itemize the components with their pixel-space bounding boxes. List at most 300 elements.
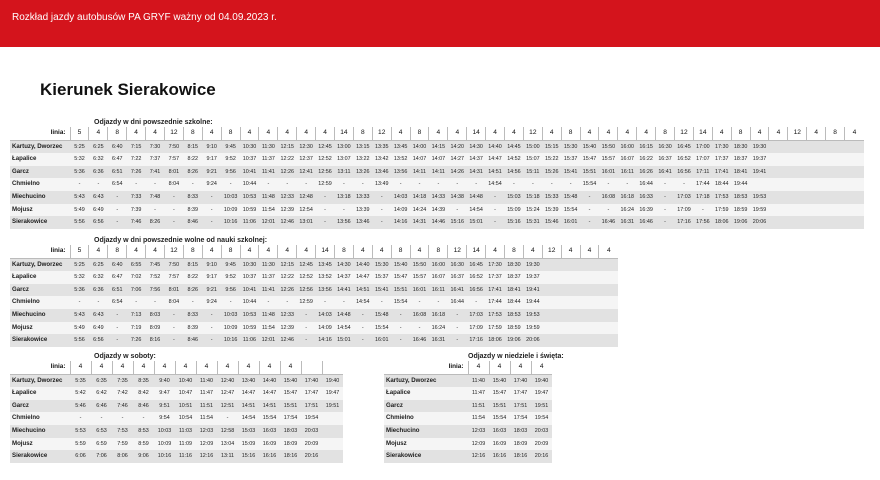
table-row <box>10 296 618 309</box>
line-numbers-row <box>10 245 618 258</box>
departure-time: 19:30 <box>750 140 769 153</box>
departure-time: - <box>127 178 146 191</box>
departure-time: 11:37 <box>259 153 278 166</box>
departure-time: 12:33 <box>278 191 297 204</box>
departure-time: 8:53 <box>133 425 154 438</box>
line-number: 8 <box>391 245 410 258</box>
departure-time: - <box>259 296 278 309</box>
departure-time: 19:59 <box>523 322 542 335</box>
departure-time: 13:35 <box>372 140 391 153</box>
table-caption: Odjazdy w dni powszednie wolne od nauki szkolnej: <box>94 237 268 244</box>
departure-time: 14:54 <box>238 412 259 425</box>
departure-time: - <box>448 334 467 347</box>
departure-time: - <box>486 216 505 229</box>
departure-time: 5:25 <box>70 258 89 271</box>
line-number: 8 <box>826 127 845 140</box>
departure-time: 10:09 <box>221 322 240 335</box>
departure-time: 18:44 <box>505 296 524 309</box>
departure-time: 14:38 <box>448 191 467 204</box>
departure-time: 20:03 <box>531 425 552 438</box>
departure-time: 7:50 <box>164 258 183 271</box>
departure-time: 11:47 <box>196 387 217 400</box>
departure-time <box>845 216 864 229</box>
departure-time: 14:20 <box>448 140 467 153</box>
departure-time: 14:11 <box>429 166 448 179</box>
departure-time: 11:03 <box>175 425 196 438</box>
departure-time: - <box>164 334 183 347</box>
timetable-grid <box>10 127 864 229</box>
departure-time: - <box>656 204 675 217</box>
line-number: 8 <box>221 245 240 258</box>
departure-time: - <box>297 334 316 347</box>
departure-time: 6:47 <box>108 271 127 284</box>
stop-name: Chmielno <box>10 296 70 309</box>
departure-time: 15:03 <box>505 191 524 204</box>
stop-name: Miechucino <box>10 309 70 322</box>
departure-time: 11:30 <box>259 258 278 271</box>
stop-name: Chmielno <box>10 412 70 425</box>
departure-time: 14:18 <box>410 191 429 204</box>
departure-time: 14:27 <box>448 153 467 166</box>
departure-time: 5:36 <box>70 166 89 179</box>
line-number: 4 <box>70 361 91 374</box>
departure-time: 13:07 <box>334 153 353 166</box>
departure-time: 6:56 <box>89 216 108 229</box>
header-banner <box>0 0 880 47</box>
departure-time: 12:52 <box>297 271 316 284</box>
departure-time: 15:47 <box>280 387 301 400</box>
departure-time <box>561 258 580 271</box>
stop-name: Miechucino <box>10 425 70 438</box>
departure-time: 12:54 <box>297 204 316 217</box>
departure-time: 12:01 <box>259 334 278 347</box>
departure-time: 10:41 <box>240 166 259 179</box>
table-caption: Odjazdy w dni powszednie szkolne: <box>94 119 213 126</box>
departure-time: 19:06 <box>505 334 524 347</box>
departure-time: - <box>334 204 353 217</box>
departure-time: 10:03 <box>221 191 240 204</box>
departure-time: 16:41 <box>448 284 467 297</box>
departure-time: 17:11 <box>693 166 712 179</box>
departure-time: - <box>391 322 410 335</box>
departure-time: - <box>505 178 524 191</box>
departure-time: 18:06 <box>712 216 731 229</box>
departure-time <box>561 296 580 309</box>
departure-time <box>788 191 807 204</box>
line-number: 4 <box>112 361 133 374</box>
direction-title: Kierunek Sierakowice <box>40 80 216 99</box>
departure-time: 16:30 <box>656 140 675 153</box>
stop-name: Mojusz <box>384 438 468 451</box>
departure-time: 14:56 <box>505 166 524 179</box>
departure-time: 12:40 <box>217 374 238 387</box>
line-number: 4 <box>372 245 391 258</box>
departure-time: 13:49 <box>372 178 391 191</box>
departure-time: 15:54 <box>580 178 599 191</box>
departure-time: 17:00 <box>693 140 712 153</box>
departure-time: - <box>372 191 391 204</box>
stop-name: Łapalice <box>10 387 70 400</box>
departure-time: 13:42 <box>372 153 391 166</box>
departure-time: 8:59 <box>133 438 154 451</box>
departure-time: 10:40 <box>175 374 196 387</box>
departure-time: - <box>316 191 335 204</box>
departure-time: 12:39 <box>278 204 297 217</box>
departure-time: 7:35 <box>112 374 133 387</box>
departure-time: 16:33 <box>637 191 656 204</box>
departure-time: 11:30 <box>259 140 278 153</box>
departure-time: 15:54 <box>372 322 391 335</box>
departure-time: - <box>334 296 353 309</box>
line-label: linia: <box>10 245 70 258</box>
departure-time: 13:46 <box>353 216 372 229</box>
departure-time: 11:06 <box>240 216 259 229</box>
departure-time: 14:47 <box>238 387 259 400</box>
table-row <box>10 258 618 271</box>
departure-time: 14:37 <box>467 153 486 166</box>
departure-time <box>769 153 788 166</box>
departure-time: 15:09 <box>238 438 259 451</box>
departure-time: - <box>410 178 429 191</box>
departure-time: 10:30 <box>240 258 259 271</box>
departure-time: - <box>164 191 183 204</box>
stop-name: Chmielno <box>384 412 468 425</box>
stop-name: Chmielno <box>10 178 70 191</box>
line-number: 4 <box>618 127 637 140</box>
departure-time: 16:46 <box>637 216 656 229</box>
departure-time: 5:35 <box>70 374 91 387</box>
departure-time: 17:03 <box>675 191 694 204</box>
departure-time: 8:09 <box>146 322 165 335</box>
departure-time: 14:45 <box>505 140 524 153</box>
departure-time: 7:52 <box>146 271 165 284</box>
departure-time: 7:41 <box>146 166 165 179</box>
departure-time <box>845 166 864 179</box>
departure-time: 5:32 <box>70 271 89 284</box>
departure-time: 13:46 <box>372 166 391 179</box>
line-number: 8 <box>410 127 429 140</box>
stop-name: Sierakowice <box>10 450 70 463</box>
departure-time: - <box>580 191 599 204</box>
departure-time: 10:41 <box>240 284 259 297</box>
stop-name: Kartuzy, Dworzec <box>10 258 70 271</box>
departure-time: 19:51 <box>322 400 343 413</box>
line-number: 8 <box>221 127 240 140</box>
line-number: 4 <box>448 127 467 140</box>
departure-time: 16:11 <box>618 166 637 179</box>
departure-time: 19:47 <box>531 387 552 400</box>
departure-time: 16:37 <box>448 271 467 284</box>
table-row <box>10 450 343 463</box>
table-saturdays <box>10 352 343 463</box>
line-number: 4 <box>410 245 429 258</box>
departure-time: 19:30 <box>523 258 542 271</box>
departure-time: - <box>372 296 391 309</box>
departure-time: 13:26 <box>353 166 372 179</box>
departure-time: 8:01 <box>164 284 183 297</box>
departure-time: 16:44 <box>637 178 656 191</box>
line-number: 4 <box>486 245 505 258</box>
departure-time: 15:54 <box>259 412 280 425</box>
departure-time: 16:01 <box>410 284 429 297</box>
departure-time: 19:40 <box>531 374 552 387</box>
departure-time: 19:06 <box>731 216 750 229</box>
departure-time: 15:00 <box>523 140 542 153</box>
timetable-grid <box>10 361 343 463</box>
departure-time <box>845 153 864 166</box>
departure-time: 6:54 <box>108 296 127 309</box>
line-number: 8 <box>183 127 202 140</box>
departure-time: 17:51 <box>301 400 322 413</box>
line-number: 12 <box>372 127 391 140</box>
line-number: 4 <box>91 361 112 374</box>
stop-name: Garcz <box>10 284 70 297</box>
departure-time: - <box>599 204 618 217</box>
line-number: 12 <box>542 245 561 258</box>
departure-time: 14:51 <box>353 284 372 297</box>
departure-time <box>845 140 864 153</box>
departure-time: 13:22 <box>353 153 372 166</box>
line-number: 4 <box>202 245 221 258</box>
departure-time: 12:26 <box>278 166 297 179</box>
table-caption: Odjazdy w soboty: <box>94 353 156 360</box>
departure-time: 13:56 <box>391 166 410 179</box>
departure-time: 9:56 <box>221 166 240 179</box>
departure-time: 17:54 <box>280 412 301 425</box>
line-numbers-row <box>10 361 343 374</box>
line-number: 4 <box>146 127 165 140</box>
departure-time <box>807 191 826 204</box>
line-number: 14 <box>467 127 486 140</box>
departure-time: 16:07 <box>618 153 637 166</box>
departure-time: 7:30 <box>146 140 165 153</box>
departure-time: 15:50 <box>410 258 429 271</box>
departure-time: - <box>202 322 221 335</box>
departure-time: 9:52 <box>221 153 240 166</box>
departure-time: 8:35 <box>133 374 154 387</box>
stop-name: Mojusz <box>10 322 70 335</box>
table-row <box>10 284 618 297</box>
departure-time: 10:59 <box>240 322 259 335</box>
table-row <box>10 334 618 347</box>
departure-time <box>542 322 561 335</box>
departure-time: 6:49 <box>89 322 108 335</box>
line-number: 4 <box>297 245 316 258</box>
departure-time: 12:39 <box>278 322 297 335</box>
departure-time: 7:06 <box>127 284 146 297</box>
departure-time: 12:03 <box>196 425 217 438</box>
line-number: 4 <box>580 245 599 258</box>
departure-time: 5:49 <box>70 322 89 335</box>
table-caption: Odjazdy w niedziele i święta: <box>468 353 564 360</box>
departure-time: 18:53 <box>505 309 524 322</box>
departure-time: 16:24 <box>618 204 637 217</box>
departure-time: 10:16 <box>154 450 175 463</box>
departure-time <box>788 153 807 166</box>
departure-time: - <box>70 178 89 191</box>
departure-time: 11:51 <box>196 400 217 413</box>
line-number: 14 <box>334 127 353 140</box>
table-sundays-holidays <box>384 352 564 463</box>
table-row <box>384 450 552 463</box>
departure-time: 7:02 <box>127 271 146 284</box>
departure-time: 13:56 <box>316 284 335 297</box>
line-number: 4 <box>599 127 618 140</box>
departure-time: 15:07 <box>523 153 542 166</box>
departure-time: - <box>278 178 297 191</box>
departure-time: - <box>146 204 165 217</box>
departure-time: - <box>108 204 127 217</box>
departure-time: 18:16 <box>280 450 301 463</box>
departure-time: 12:26 <box>278 284 297 297</box>
departure-time: - <box>448 309 467 322</box>
departure-time <box>769 166 788 179</box>
departure-time: 7:56 <box>146 284 165 297</box>
departure-time: 14:40 <box>353 258 372 271</box>
departure-time <box>807 204 826 217</box>
departure-time: 6:47 <box>108 153 127 166</box>
departure-time: 12:52 <box>316 153 335 166</box>
departure-time: 14:11 <box>410 166 429 179</box>
departure-time: 9:21 <box>202 284 221 297</box>
stop-name: Sierakowice <box>10 216 70 229</box>
departure-time: - <box>580 204 599 217</box>
departure-time: - <box>448 204 467 217</box>
departure-time <box>807 140 826 153</box>
departure-time: 14:48 <box>334 309 353 322</box>
departure-time: 14:47 <box>486 153 505 166</box>
departure-time: 15:09 <box>505 204 524 217</box>
departure-time: - <box>618 178 637 191</box>
table-row <box>10 400 343 413</box>
departure-time: - <box>391 334 410 347</box>
departure-time: 19:54 <box>531 412 552 425</box>
departure-time <box>599 271 618 284</box>
departure-time: 15:37 <box>561 153 580 166</box>
line-number: 8 <box>183 245 202 258</box>
departure-time: 12:33 <box>278 309 297 322</box>
line-number: 4 <box>391 127 410 140</box>
departure-time: 18:30 <box>505 258 524 271</box>
line-number: 12 <box>164 127 183 140</box>
departure-time: 14:51 <box>259 400 280 413</box>
departure-time: 13:45 <box>391 140 410 153</box>
departure-time: 8:22 <box>183 153 202 166</box>
line-number <box>322 361 343 374</box>
departure-time: 14:07 <box>429 153 448 166</box>
departure-time: 8:26 <box>183 166 202 179</box>
departure-time: 14:54 <box>486 178 505 191</box>
departure-time: 7:57 <box>164 271 183 284</box>
departure-time: 19:37 <box>750 153 769 166</box>
table-row <box>10 412 343 425</box>
departure-time: 14:54 <box>467 204 486 217</box>
line-number: 4 <box>523 245 542 258</box>
departure-time: 17:51 <box>510 400 531 413</box>
table-row <box>10 204 864 217</box>
line-number: 4 <box>133 361 154 374</box>
departure-time: 17:40 <box>510 374 531 387</box>
departure-time: 18:03 <box>280 425 301 438</box>
line-number: 4 <box>353 245 372 258</box>
departure-time: 18:37 <box>505 271 524 284</box>
departure-time <box>322 438 343 451</box>
departure-time: 15:01 <box>334 334 353 347</box>
line-number: 8 <box>108 245 127 258</box>
departure-time <box>542 258 561 271</box>
departure-time: 17:16 <box>467 334 486 347</box>
departure-time: 19:41 <box>750 166 769 179</box>
departure-time <box>322 450 343 463</box>
departure-time: 15:24 <box>523 204 542 217</box>
departure-time: 5:25 <box>70 140 89 153</box>
departure-time: 15:57 <box>599 153 618 166</box>
departure-time: 15:41 <box>372 284 391 297</box>
departure-time: 9:45 <box>221 140 240 153</box>
departure-time: 13:52 <box>391 153 410 166</box>
departure-time: 19:41 <box>523 284 542 297</box>
departure-time: 15:26 <box>542 166 561 179</box>
departure-time: 18:16 <box>510 450 531 463</box>
departure-time <box>788 178 807 191</box>
departure-time: 14:41 <box>334 284 353 297</box>
departure-time: - <box>297 178 316 191</box>
departure-time: 14:51 <box>486 166 505 179</box>
departure-time: 7:57 <box>164 153 183 166</box>
departure-time: - <box>542 178 561 191</box>
departure-time: 10:53 <box>240 191 259 204</box>
departure-time: 9:24 <box>202 296 221 309</box>
line-number: 5 <box>70 127 89 140</box>
timetable-header-title: Rozkład jazdy autobusów PA GRYF ważny od 04.09.2023 r. <box>12 12 277 23</box>
departure-time <box>788 216 807 229</box>
line-number: 4 <box>259 245 278 258</box>
departure-time: 18:59 <box>505 322 524 335</box>
line-number: 4 <box>316 127 335 140</box>
departure-time: 20:09 <box>301 438 322 451</box>
departure-time: 8:33 <box>183 191 202 204</box>
line-number: 12 <box>788 127 807 140</box>
departure-time: 15:16 <box>505 216 524 229</box>
departure-time: 16:03 <box>489 425 510 438</box>
departure-time: 16:46 <box>410 334 429 347</box>
departure-time: 7:59 <box>112 438 133 451</box>
line-number: 8 <box>731 127 750 140</box>
line-number: 4 <box>202 127 221 140</box>
departure-time: 16:31 <box>429 334 448 347</box>
departure-time: 15:03 <box>238 425 259 438</box>
departure-time: - <box>599 178 618 191</box>
departure-time: 14:24 <box>410 204 429 217</box>
departure-time <box>826 166 845 179</box>
line-number: 4 <box>240 245 259 258</box>
departure-time: 18:09 <box>280 438 301 451</box>
departure-time: - <box>486 204 505 217</box>
departure-time: - <box>164 204 183 217</box>
departure-time: 18:30 <box>731 140 750 153</box>
line-number: 14 <box>467 245 486 258</box>
departure-time: 15:33 <box>542 191 561 204</box>
departure-time: 13:56 <box>334 216 353 229</box>
departure-time: 8:15 <box>183 140 202 153</box>
departure-time: 15:54 <box>561 204 580 217</box>
departure-time: - <box>112 412 133 425</box>
line-number: 4 <box>769 127 788 140</box>
line-number: 4 <box>127 245 146 258</box>
departure-time: 15:51 <box>280 400 301 413</box>
departure-time: 16:15 <box>637 140 656 153</box>
departure-time: 20:16 <box>301 450 322 463</box>
